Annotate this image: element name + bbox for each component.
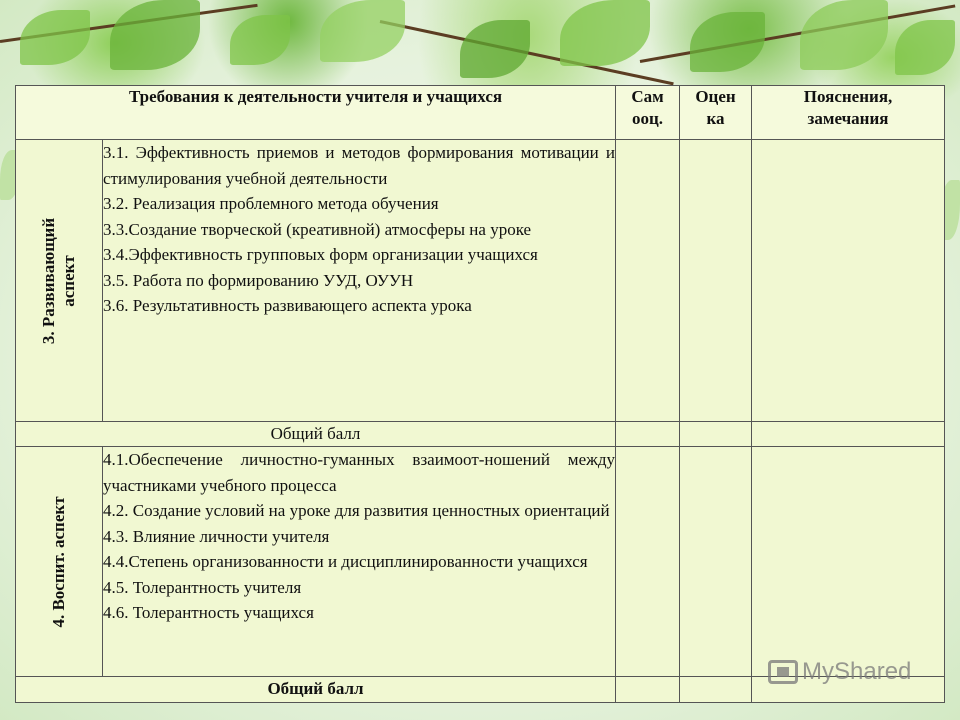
- section4-self-score-cell[interactable]: [616, 447, 680, 677]
- watermark: [768, 658, 911, 686]
- section3-items: [103, 140, 616, 422]
- leaf: [560, 0, 650, 66]
- section3-total-label: Общий балл: [16, 422, 616, 447]
- section4-items: [103, 447, 616, 677]
- section3-total-score[interactable]: [680, 422, 752, 447]
- section3-row: [16, 140, 945, 422]
- section4-total-self-score[interactable]: [616, 677, 680, 703]
- header-self-score: Сам ооц.: [616, 86, 680, 140]
- section3-notes-cell[interactable]: [752, 140, 945, 422]
- leaf: [895, 20, 955, 75]
- list-item: 4.6. Толерантность учащихся: [103, 603, 314, 622]
- leaf: [460, 20, 530, 78]
- section3-title: 3. Развивающий аспект: [39, 217, 78, 344]
- table-header-row: [16, 86, 945, 140]
- leaf: [230, 15, 290, 65]
- section3-title-cell: [16, 140, 103, 422]
- section4-total-score[interactable]: [680, 677, 752, 703]
- section3-self-score-cell[interactable]: [616, 140, 680, 422]
- myshared-logo-icon: [768, 660, 798, 684]
- section3-total-notes[interactable]: [752, 422, 945, 447]
- leaf: [320, 0, 405, 62]
- list-item: 4.2. Создание условий на уроке для развития ценностных ориентаций: [103, 501, 610, 520]
- leaf: [20, 10, 90, 65]
- section4-row: [16, 447, 945, 677]
- list-item: 3.2. Реализация проблемного метода обучения: [103, 194, 439, 213]
- section3-total-row: [16, 422, 945, 447]
- list-item: 4.4.Степень организованности и дисциплинированности учащихся: [103, 552, 588, 571]
- list-item: 3.6. Результативность развивающего аспекта урока: [103, 296, 472, 315]
- list-item: 4.1.Обеспечение личностно-гуманных взаимоот-ношений между участниками учебного процесса: [103, 450, 616, 495]
- header-notes: Пояснения, замечания: [752, 86, 945, 140]
- section4-title-cell: [16, 447, 103, 677]
- section3-score-cell[interactable]: [680, 140, 752, 422]
- list-item: 3.5. Работа по формированию УУД, ОУУН: [103, 270, 414, 290]
- list-item: 4.5. Толерантность учителя: [103, 577, 302, 597]
- leaf: [690, 12, 765, 72]
- lesson-evaluation-table: [15, 85, 945, 703]
- section4-notes-cell[interactable]: [752, 447, 945, 677]
- list-item: 3.3.Создание творческой (креативной) атмосферы на уроке: [103, 219, 532, 239]
- leaf: [110, 0, 200, 70]
- watermark-text: MyShared: [802, 658, 912, 685]
- list-item: 3.1. Эффективность приемов и методов формирования мотивации и стимулирования учебной деятельности: [103, 143, 616, 188]
- header-score: Оцен ка: [680, 86, 752, 140]
- list-item: 4.3. Влияние личности учителя: [103, 526, 330, 546]
- section4-score-cell[interactable]: [680, 447, 752, 677]
- section3-total-self-score[interactable]: [616, 422, 680, 447]
- section4-total-label: Общий балл: [16, 677, 616, 703]
- section4-title: 4. Воспит. аспект: [49, 495, 68, 628]
- leaf: [800, 0, 888, 70]
- list-item: 3.4.Эффективность групповых форм организации учащихся: [103, 245, 538, 264]
- header-requirements: Требования к деятельности учителя и учащихся: [16, 86, 616, 140]
